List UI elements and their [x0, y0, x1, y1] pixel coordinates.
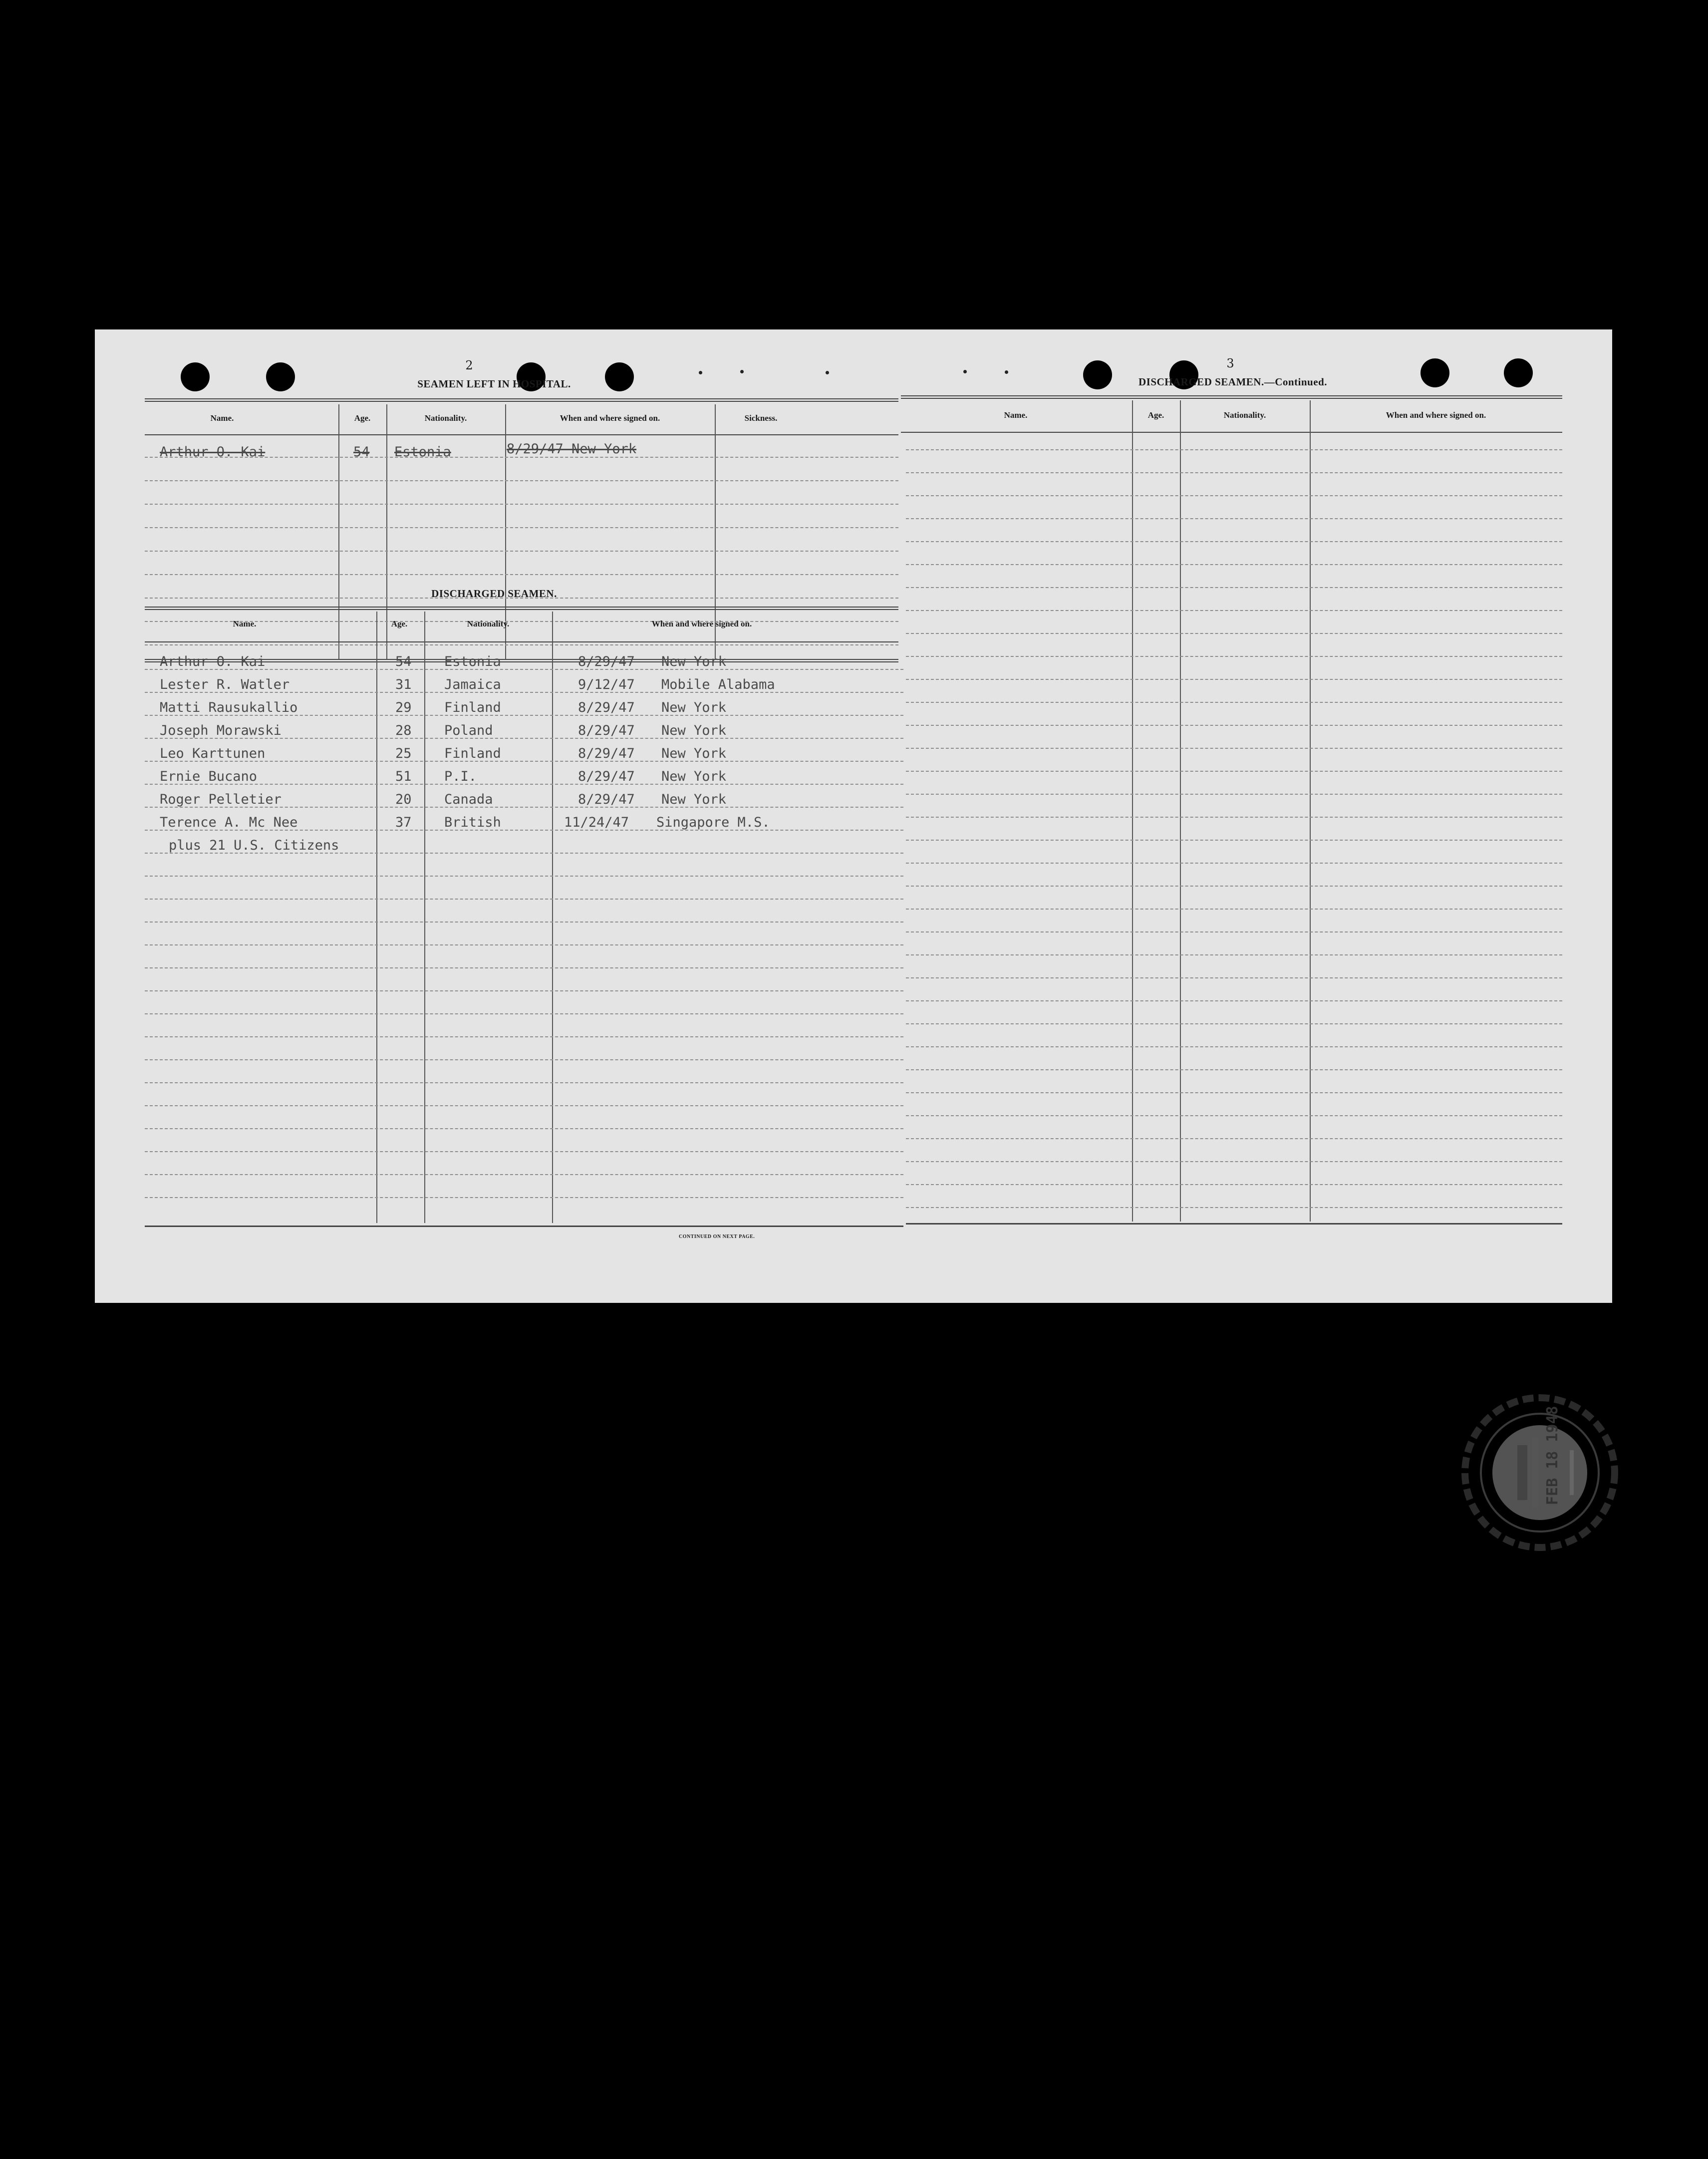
- speck: [699, 371, 702, 374]
- entry-name: Ernie Bucano: [160, 769, 258, 784]
- entry-age: 51: [395, 769, 412, 784]
- row-line: [906, 748, 1562, 749]
- row-line: [145, 480, 898, 481]
- entry-place: New York: [661, 723, 727, 738]
- discharged-section-title: DISCHARGED SEAMEN.: [431, 588, 557, 600]
- scanned-document-spread: [95, 329, 1612, 1505]
- stamp-date: FEB 18 1948: [1544, 1406, 1561, 1505]
- header-rule: [145, 641, 898, 642]
- entry-name: Matti Rausukallio: [160, 700, 298, 715]
- row-line: [906, 633, 1562, 634]
- entry-name: Roger Pelletier: [160, 792, 282, 807]
- header-rule: [901, 432, 1562, 433]
- entry-nationality: British: [444, 815, 501, 830]
- row-line: [906, 817, 1562, 818]
- col-header-nationality: Nationality.: [467, 619, 510, 628]
- col-header-age: Age.: [391, 619, 408, 628]
- row-line: [145, 527, 898, 528]
- speck: [963, 370, 967, 373]
- entry-date: 8/29/47: [578, 723, 635, 738]
- row-line: [145, 1105, 903, 1106]
- entry-date: 8/29/47: [578, 769, 635, 784]
- entry-age: 25: [395, 746, 412, 761]
- entry-date: 11/24/47: [564, 815, 629, 830]
- row-line: [145, 644, 898, 645]
- hospital-row-age: 54: [353, 444, 370, 460]
- entry-place: Singapore M.S.: [656, 815, 770, 830]
- entry-age: 37: [395, 815, 412, 830]
- row-line: [906, 1069, 1562, 1070]
- punch-hole: [1421, 358, 1449, 387]
- entry-place: New York: [661, 700, 727, 715]
- customs-stamp: [1457, 1390, 1622, 1555]
- col-header-nationality: Nationality.: [1223, 410, 1266, 420]
- row-line: [906, 1023, 1562, 1024]
- col-header-sickness: Sickness.: [744, 413, 778, 423]
- entry-place: New York: [661, 746, 727, 761]
- citizens-note: plus 21 U.S. Citizens: [169, 838, 339, 853]
- col-header-age: Age.: [1147, 410, 1164, 420]
- table-bottom-rule: [906, 1223, 1562, 1225]
- row-line: [906, 610, 1562, 611]
- punch-hole: [605, 362, 634, 391]
- entry-date: 8/29/47: [578, 700, 635, 715]
- right-page-number: 3: [1226, 356, 1234, 370]
- row-line: [906, 886, 1562, 887]
- row-line: [906, 495, 1562, 496]
- row-line: [906, 863, 1562, 864]
- row-line: [906, 541, 1562, 542]
- row-line: [906, 954, 1562, 955]
- row-line: [145, 1036, 903, 1037]
- row-line: [145, 1059, 903, 1060]
- entry-date: 8/29/47: [578, 654, 635, 669]
- row-line: [906, 840, 1562, 841]
- row-line: [145, 1174, 903, 1175]
- entry-age: 54: [395, 654, 412, 669]
- row-line: [145, 1013, 903, 1014]
- col-header-name: Name.: [210, 413, 234, 423]
- col-header-nationality: Nationality.: [424, 413, 467, 423]
- row-line: [145, 504, 898, 505]
- row-line: [906, 1207, 1562, 1208]
- punch-hole: [181, 362, 210, 391]
- entry-nationality: P.I.: [444, 769, 477, 784]
- row-line: [906, 1138, 1562, 1139]
- hospital-section-title: SEAMEN LEFT IN HOSPITAL.: [417, 378, 571, 390]
- row-line: [906, 1092, 1562, 1093]
- entry-place: New York: [661, 792, 727, 807]
- col-header-name: Name.: [233, 619, 257, 628]
- row-line: [145, 876, 903, 877]
- entry-date: 8/29/47: [578, 746, 635, 761]
- row-line: [906, 909, 1562, 910]
- punch-hole: [1083, 360, 1112, 389]
- row-line: [906, 1184, 1562, 1185]
- hospital-row-nationality: Estonia: [394, 444, 451, 460]
- col-divider: [376, 612, 377, 1223]
- row-line: [906, 518, 1562, 519]
- speck: [1005, 370, 1008, 374]
- entry-date: 9/12/47: [578, 677, 635, 692]
- continued-footnote: CONTINUED ON NEXT PAGE.: [679, 1234, 755, 1239]
- table-bottom-rule: [145, 1226, 903, 1227]
- entry-nationality: Estonia: [444, 654, 501, 669]
- row-line: [906, 725, 1562, 726]
- row-line: [906, 587, 1562, 588]
- punch-hole: [266, 362, 295, 391]
- row-line: [906, 472, 1562, 473]
- entry-age: 20: [395, 792, 412, 807]
- entry-nationality: Finland: [444, 746, 501, 761]
- col-divider: [424, 612, 425, 1223]
- hospital-row-name: Arthur O. Kai: [160, 444, 266, 460]
- col-divider: [552, 612, 553, 1223]
- col-divider: [1310, 400, 1311, 1222]
- row-line: [906, 794, 1562, 795]
- row-line: [145, 551, 898, 552]
- entry-date: 8/29/47: [578, 792, 635, 807]
- speck: [826, 371, 829, 374]
- row-line: [906, 1161, 1562, 1162]
- entry-name: Leo Karttunen: [160, 746, 266, 761]
- row-line: [906, 977, 1562, 978]
- col-header-signed-on: When and where signed on.: [651, 619, 752, 628]
- row-line: [145, 967, 903, 968]
- col-divider: [1180, 400, 1181, 1222]
- row-line: [145, 1128, 903, 1129]
- row-line: [145, 1082, 903, 1083]
- row-line: [145, 990, 903, 991]
- header-rule: [145, 434, 898, 435]
- row-line: [906, 702, 1562, 703]
- table-top-rule: [901, 395, 1562, 399]
- left-page-number: 2: [465, 358, 473, 372]
- punch-hole: [1504, 358, 1533, 387]
- col-header-signed-on: When and where signed on.: [1386, 410, 1486, 420]
- row-line: [906, 449, 1562, 450]
- col-header-name: Name.: [1004, 410, 1028, 420]
- entry-age: 28: [395, 723, 412, 738]
- col-header-age: Age.: [354, 413, 371, 423]
- row-line: [145, 944, 903, 945]
- entry-place: New York: [661, 654, 727, 669]
- entry-nationality: Jamaica: [444, 677, 501, 692]
- row-line: [906, 564, 1562, 565]
- row-line: [145, 899, 903, 900]
- right-section-title: DISCHARGED SEAMEN.—Continued.: [1139, 376, 1327, 388]
- entry-nationality: Poland: [444, 723, 493, 738]
- row-line: [906, 1046, 1562, 1047]
- row-line: [906, 771, 1562, 772]
- row-line: [906, 679, 1562, 680]
- speck: [740, 370, 744, 373]
- entry-name: Arthur O. Kai: [160, 654, 266, 669]
- table-top-rule: [145, 398, 898, 402]
- row-line: [906, 931, 1562, 932]
- entry-name: Terence A. Mc Nee: [160, 815, 298, 830]
- entry-nationality: Finland: [444, 700, 501, 715]
- row-line: [145, 1151, 903, 1152]
- col-header-signed-on: When and where signed on.: [560, 413, 660, 423]
- row-line: [906, 1000, 1562, 1001]
- entry-place: New York: [661, 769, 727, 784]
- entry-name: Joseph Morawski: [160, 723, 282, 738]
- table-top-rule: [145, 607, 898, 610]
- row-line: [145, 922, 903, 923]
- row-line: [906, 1115, 1562, 1116]
- row-line: [145, 574, 898, 575]
- entry-age: 29: [395, 700, 412, 715]
- row-line: [145, 784, 903, 785]
- row-line: [145, 1197, 903, 1198]
- hospital-row-signed-on: 8/29/47 New York: [507, 441, 637, 457]
- row-line: [906, 656, 1562, 657]
- entry-age: 31: [395, 677, 412, 692]
- entry-place: Mobile Alabama: [661, 677, 775, 692]
- entry-name: Lester R. Watler: [160, 677, 290, 692]
- col-divider: [1132, 400, 1133, 1222]
- entry-nationality: Canada: [444, 792, 493, 807]
